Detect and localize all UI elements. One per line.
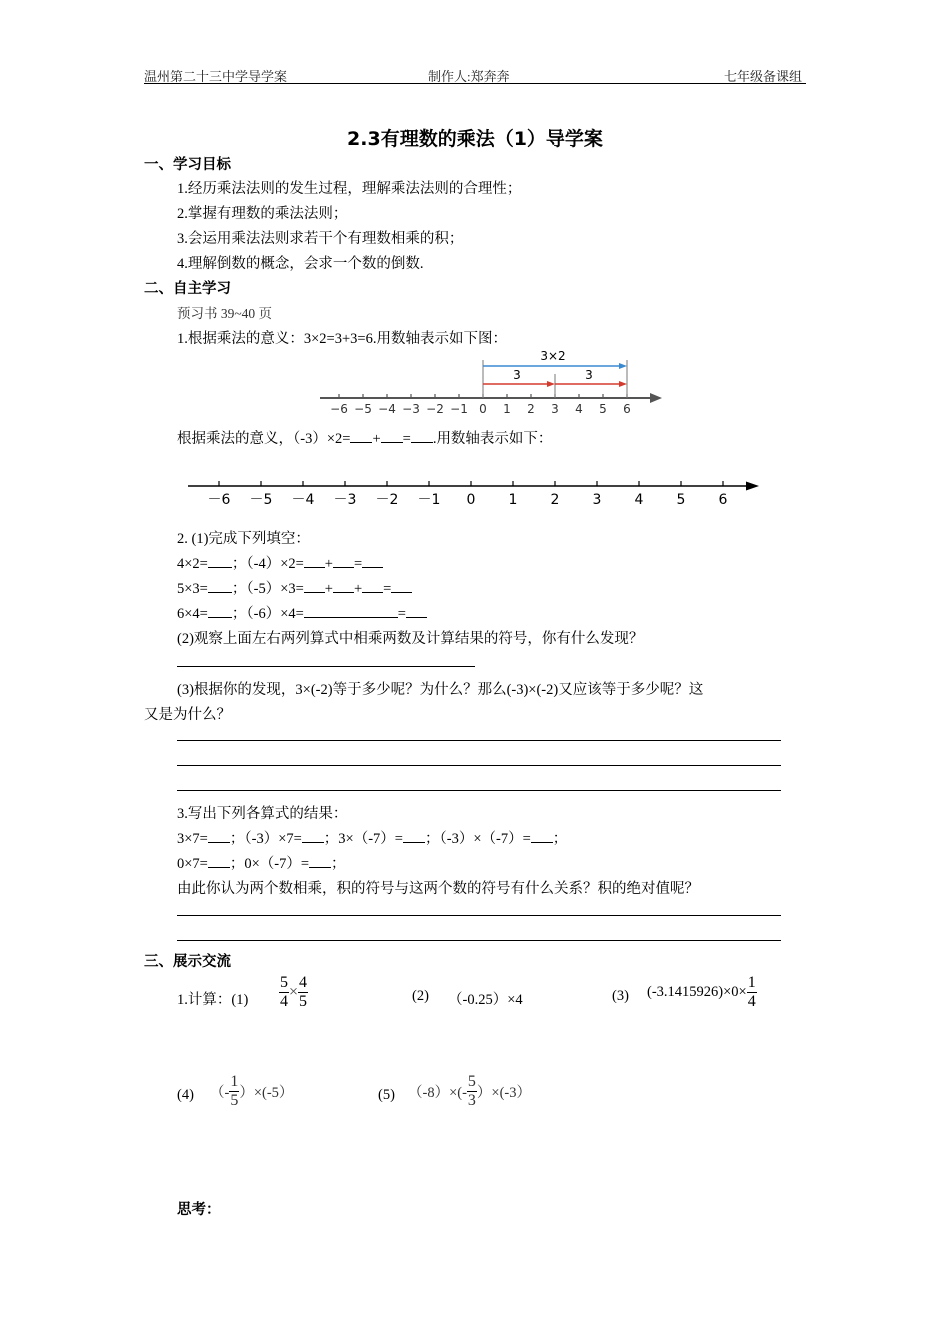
axis-tick-label: 0	[466, 492, 476, 508]
answer-blank[interactable]	[309, 854, 331, 868]
denominator: 4	[747, 993, 756, 1010]
axis-tick-label: －2	[375, 492, 399, 508]
figure-tick-label: 3	[551, 402, 559, 416]
question-1b-suffix: .用数轴表示如下：	[432, 431, 553, 447]
answer-blank[interactable]	[531, 829, 553, 843]
answer-line[interactable]	[177, 915, 781, 916]
blank-axis-arrowhead	[746, 482, 759, 491]
goal-item: 3.会运用乘法法则求若干个有理数相乘的积；	[177, 231, 464, 247]
problem-5-label: (5)	[378, 1087, 395, 1103]
figure-tick-label: −3	[402, 402, 420, 416]
section-heading-exchange: 三、展示交流	[144, 954, 231, 970]
section-heading-selfstudy: 二、自主学习	[144, 281, 231, 297]
axis-tick-label: 1	[508, 492, 518, 508]
axis-tick-label: 6	[718, 492, 728, 508]
preview-pages: 预习书 39~40 页	[177, 306, 273, 321]
expr: 0×7=	[177, 856, 208, 872]
figure-axis-arrowhead	[650, 393, 662, 403]
section-heading-goals: 一、学习目标	[144, 157, 231, 173]
equals-sign: =	[402, 431, 411, 447]
calc-label: 1.计算：(1)	[177, 992, 249, 1008]
expr-left: 6×4=	[177, 606, 208, 622]
answer-line[interactable]	[177, 666, 475, 667]
answer-blank[interactable]	[208, 579, 232, 593]
answer-line[interactable]	[177, 790, 781, 791]
expr: 3×（-7）=	[338, 831, 403, 847]
expr: （-3）×7=	[244, 831, 302, 847]
answer-blank[interactable]	[391, 579, 412, 593]
axis-tick-label: 3	[592, 492, 602, 508]
fraction	[747, 974, 757, 1011]
plus-sign: +	[353, 581, 363, 597]
q3-row-2	[177, 852, 346, 873]
figure-tick-label: 4	[575, 402, 583, 416]
question-1b-prefix: 根据乘法的意义，（-3）×2=	[177, 431, 351, 447]
fraction	[229, 1073, 239, 1110]
answer-blank[interactable]	[302, 829, 324, 843]
question-2-part3-cont: 又是为什么？	[144, 707, 231, 723]
question-2-part2: (2)观察上面左右两列算式中相乘两数及计算结果的符号，你有什么发现？	[177, 631, 644, 647]
answer-blank[interactable]	[333, 579, 354, 593]
figure-red-arrowhead-1	[547, 381, 555, 387]
goal-item: 4.理解倒数的概念，会求一个数的倒数.	[177, 256, 424, 272]
answer-blank[interactable]	[208, 554, 232, 568]
figure-tick-label: −2	[426, 402, 444, 416]
answer-blank[interactable]	[208, 854, 230, 868]
equals-sign: =	[397, 606, 406, 622]
problem-1	[279, 974, 308, 1011]
answer-blank[interactable]	[208, 604, 232, 618]
problem-5	[408, 1073, 531, 1110]
semicolon: ；	[552, 831, 568, 847]
answer-blank[interactable]	[333, 554, 354, 568]
fraction	[467, 1073, 477, 1110]
think-label: 思考：	[177, 1202, 221, 1218]
equals-sign: =	[353, 556, 363, 572]
figure-tick-label: 2	[527, 402, 535, 416]
figure-tick-label: 6	[623, 402, 631, 416]
semicolon: ；	[323, 831, 339, 847]
semicolon: ；	[231, 556, 247, 572]
answer-line[interactable]	[177, 765, 781, 766]
figure-red-arrowhead-2	[619, 381, 627, 387]
figure-label-3b: 3	[585, 368, 593, 382]
number-line-figure	[316, 344, 666, 419]
denominator: 4	[280, 993, 288, 1010]
figure-tick-label: −6	[330, 402, 348, 416]
problem-3-label: (3)	[612, 988, 629, 1004]
figure-tick-label: −4	[378, 402, 396, 416]
problem-4-label: (4)	[177, 1087, 194, 1103]
axis-tick-label: －1	[417, 492, 441, 508]
numerator: 4	[299, 974, 308, 991]
answer-line[interactable]	[177, 740, 781, 741]
expr: 0×（-7）=	[244, 856, 310, 872]
axis-tick-label: 5	[676, 492, 686, 508]
expr-pre: （-	[210, 1085, 230, 1101]
axis-tick-label: －4	[291, 492, 315, 508]
question-2-part3: (3)根据你的发现，3×(-2)等于多少呢？为什么？那么(-3)×(-2)又应该等于多少呢？这	[177, 682, 704, 698]
answer-blank[interactable]	[304, 579, 325, 593]
question-3-heading: 3.写出下列各算式的结果：	[177, 806, 348, 822]
goal-item: 1.经历乘法法则的发生过程，理解乘法法则的合理性；	[177, 181, 522, 197]
problem-2-label: (2)	[412, 988, 429, 1004]
problem-4	[210, 1073, 293, 1110]
problem-2: （-0.25）×4	[448, 992, 523, 1008]
semicolon: ；	[331, 856, 346, 872]
times-sign: ×	[289, 983, 299, 1001]
figure-label-3x2: 3×2	[540, 349, 566, 363]
figure-tick-label: 5	[599, 402, 607, 416]
problem-3-expr: (-3.1415926)×0×	[647, 984, 747, 1000]
answer-blank[interactable]	[304, 554, 325, 568]
denominator: 5	[230, 1092, 239, 1109]
numerator: 5	[467, 1073, 476, 1090]
header-grade: 七年级备课组	[724, 69, 803, 84]
fraction	[279, 974, 289, 1011]
semicolon: ；	[229, 856, 245, 872]
semicolon: ；	[424, 831, 440, 847]
answer-line[interactable]	[177, 940, 781, 941]
expr: （-3）×（-7）=	[439, 831, 531, 847]
figure-tick-label: −1	[450, 402, 468, 416]
q2-row-3	[177, 602, 427, 623]
question-1: 1.根据乘法的意义：3×2=3+3=6.用数轴表示如下图：	[177, 331, 507, 347]
answer-blank[interactable]	[304, 604, 398, 618]
numerator: 1	[230, 1073, 239, 1090]
axis-tick-label: 2	[550, 492, 560, 508]
expr-left: 5×3=	[177, 581, 208, 597]
answer-blank[interactable]	[208, 829, 230, 843]
equals-sign: =	[383, 581, 392, 597]
semicolon: ；	[231, 606, 247, 622]
axis-tick-label: 4	[634, 492, 644, 508]
semicolon: ；	[231, 581, 247, 597]
answer-blank[interactable]	[362, 579, 383, 593]
question-3-followup: 由此你认为两个数相乘，积的符号与这两个数的符号有什么关系？积的绝对值呢？	[177, 881, 699, 897]
figure-tick-label: 1	[503, 402, 511, 416]
plus-sign: +	[324, 556, 333, 572]
header-school: 温州第二十三中学导学案	[144, 69, 288, 84]
answer-blank[interactable]	[350, 429, 372, 443]
numerator: 5	[280, 974, 288, 991]
question-1b	[177, 427, 552, 448]
axis-tick-label: －3	[333, 492, 357, 508]
figure-tick-label: −5	[354, 402, 372, 416]
expr-right: （-4）×2=	[246, 556, 304, 572]
denominator: 5	[299, 993, 308, 1010]
answer-blank[interactable]	[406, 604, 427, 618]
plus-sign: +	[324, 581, 333, 597]
axis-tick-label: －6	[207, 492, 231, 508]
fraction	[298, 974, 308, 1011]
figure-blue-arrowhead	[619, 363, 627, 369]
answer-blank[interactable]	[411, 429, 433, 443]
expr-right: （-5）×3=	[246, 581, 304, 597]
denominator: 3	[467, 1092, 476, 1109]
header-author: 制作人:郑奔奔	[428, 69, 510, 84]
expr: 3×7=	[177, 831, 208, 847]
q2-row-2	[177, 577, 412, 598]
question-2-heading: 2. (1)完成下列填空：	[177, 531, 310, 547]
expr-right: （-6）×4=	[246, 606, 304, 622]
q3-row-1	[177, 827, 567, 848]
answer-blank[interactable]	[362, 554, 383, 568]
q2-row-1	[177, 552, 383, 573]
figure-label-3a: 3	[513, 368, 521, 382]
blank-number-line	[184, 474, 764, 510]
expr-post: ）×(-5）	[239, 1085, 294, 1101]
expr-left: 4×2=	[177, 556, 208, 572]
answer-blank[interactable]	[403, 829, 425, 843]
expr-pre: （-8）×(-	[408, 1085, 467, 1101]
figure-tick-label: 0	[479, 402, 487, 416]
page-title: 2.3有理数的乘法（1）导学案	[347, 128, 603, 150]
semicolon: ；	[229, 831, 245, 847]
header-rule	[144, 83, 806, 84]
problem-3	[647, 974, 757, 1011]
goal-item: 2.掌握有理数的乘法法则；	[177, 206, 348, 222]
answer-blank[interactable]	[381, 429, 403, 443]
expr-post: ）×(-3）	[476, 1085, 532, 1101]
plus-sign: +	[372, 431, 381, 447]
axis-tick-label: －5	[249, 492, 273, 508]
numerator: 1	[747, 974, 756, 991]
